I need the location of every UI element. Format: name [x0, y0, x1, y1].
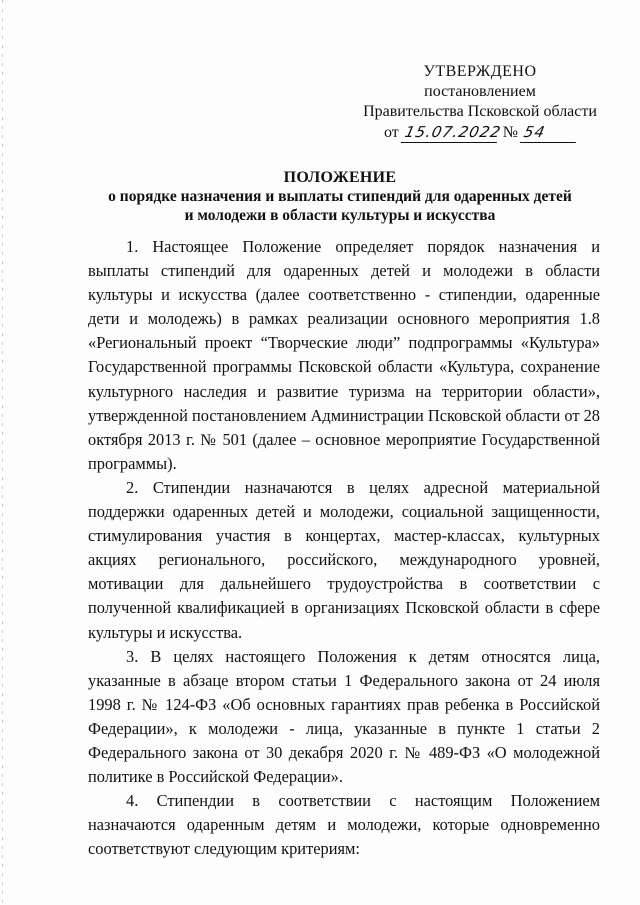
number-prefix: №: [502, 124, 519, 141]
paragraph-4: 4. Стипендии в соответствии с настоящим Положением назначаются одаренным детям и молодежи, которые одновременно соответствуют следующим критериям:: [88, 791, 600, 859]
document-subtitle-line-1: о порядке назначения и выплаты стипендий для одаренных детей: [108, 188, 572, 205]
paragraph-1: 1. Настоящее Положение определяет порядок назначения и выплаты стипендий для одаренных детей и молодежи в области культуры и искусства (далее соответственно - стипендии, одаренные дети и молодежь) в рамках реализации основного мероприятия 1.8 «Региональный проект “Творческие люди” подпрограммы «Культура» Государственной программы Псковской области «Культура, сохранение культурного наследия и развитие туризма на территории области», утвержденной постановлением Администрации Псковской области от 28 октября 2013 г. № 501 (далее – основное мероприятие Государственной программы).: [88, 237, 600, 473]
document-heading: [80, 168, 600, 225]
document-title: ПОЛОЖЕНИЕ: [283, 169, 397, 186]
paragraph-3: 3. В целях настоящего Положения к детям относятся лица, указанные в абзаце втором статьи 1 Федерального закона от 24 июля 1998 г. № 124-ФЗ «Об основных гарантиях прав ребенка в Российской Федерации», к молодежи - лица, указанные в пункте 1 статьи 2 Федерального закона от 30 декабря 2020 г. № 489-ФЗ «О молодежной политике в Российской Федерации».: [88, 646, 600, 787]
paragraph-2: 2. Стипендии назначаются в целях адресной материальной поддержки одаренных детей и молодежи, социальной защищенности, стимулирования участия в концертах, мастер-классах, культурных акциях регионального, российского, международного уровней, мотивации для дальнейшего трудоустройства в соответствии с полученной квалификацией в организациях Псковской области в сфере культуры и искусства.: [88, 477, 600, 642]
approval-stamp-block: [360, 62, 600, 143]
date-prefix: от: [384, 124, 399, 141]
approval-line-2: Правительства Псковской области: [363, 103, 597, 120]
document-body: [88, 235, 600, 861]
approval-word: УТВЕРЖДЕНО: [423, 63, 537, 80]
scan-edge-marks: [2, 0, 3, 905]
document-subtitle-line-2: и молодежи в области культуры и искусства: [184, 207, 496, 224]
approval-date-line: [360, 122, 600, 143]
handwritten-number: 54: [520, 122, 580, 143]
handwritten-date: 15.07.2022: [401, 122, 501, 143]
approval-line-1: постановлением: [424, 83, 536, 100]
